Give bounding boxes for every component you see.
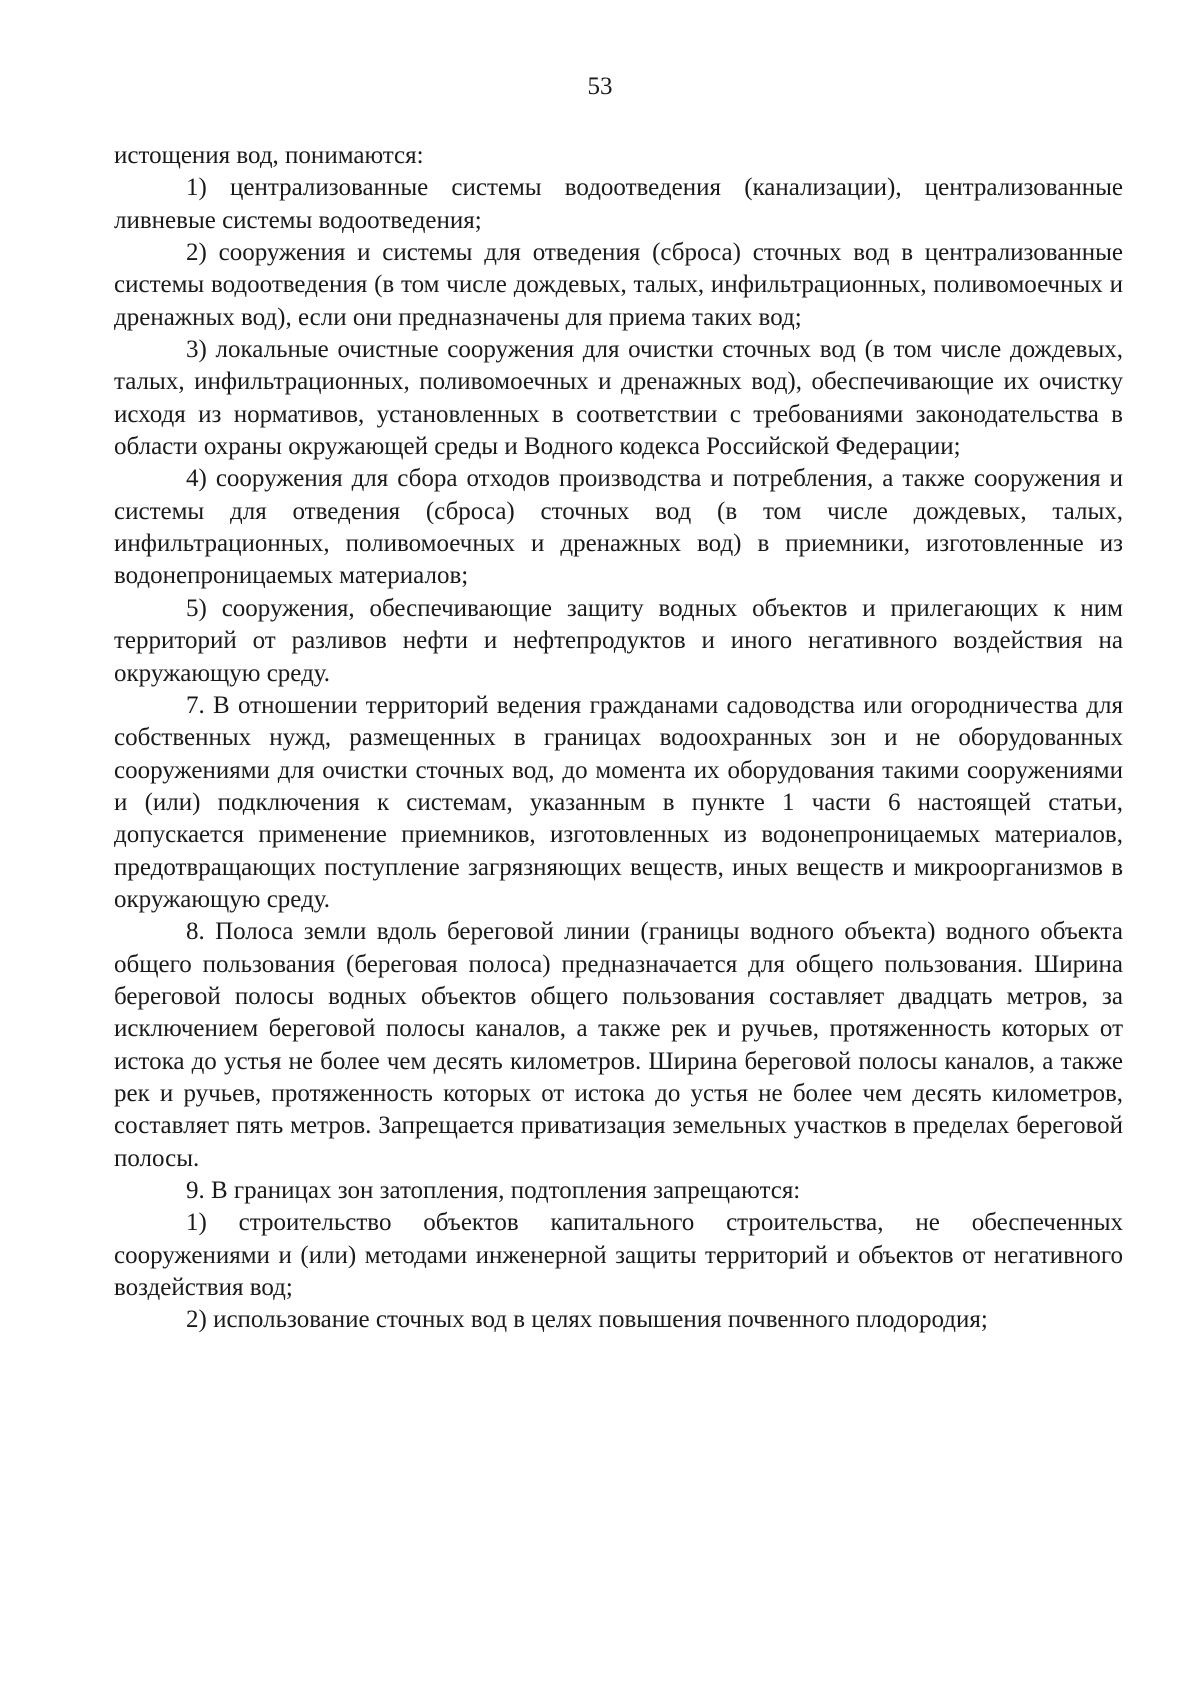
paragraph-item-2: 2) сооружения и системы для отведения (сброса) сточных вод в централизованные системы водоотведения (в том числе дождевых, талых, инфильтрационных, поливомоечных и дренажных вод), если они предназначены для приема таких вод; (114, 239, 1123, 331)
paragraph-section-7: 7. В отношении территорий ведения гражданами садоводства или огородничества для собственных нужд, размещенных в границах водоохранных зон и не оборудованных сооружениями для очистки сточных вод, до момента их оборудования такими сооружениями и (или) подключения к системам, указанным в пункте 1 части 6 настоящей статьи, допускается применение приемников, изготовленных из водонепроницаемых материалов, предотвращающих поступление загрязняющих веществ, иных веществ и микроорганизмов в окружающую среду. (114, 691, 1123, 913)
paragraph-item-1: 1) централизованные системы водоотведения (канализации), централизованные ливневые системы водоотведения; (114, 174, 1123, 234)
document-body (114, 140, 1123, 1337)
paragraph-continuation: истощения вод, понимаются: (114, 142, 424, 169)
paragraph-item-4: 4) сооружения для сбора отходов производства и потребления, а также сооружения и системы для отведения (сброса) сточных вод (в том числе дождевых, талых, инфильтрационных, поливомоечных и дренажных вод) в приемники, изготовленные из водонепроницаемых материалов; (114, 465, 1123, 590)
paragraph-section-9-item-1: 1) строительство объектов капитального строительства, не обеспеченных сооружениями и (или) методами инженерной защиты территорий и объектов от негативного воздействия вод; (114, 1209, 1123, 1302)
paragraph-item-5: 5) сооружения, обеспечивающие защиту водных объектов и прилегающих к ним территорий от разливов нефти и нефтепродуктов и иного негативного воздействия на окружающую среду. (114, 594, 1123, 687)
paragraph-section-8: 8. Полоса земли вдоль береговой линии (границы водного объекта) водного объекта общего пользования (береговая полоса) предназначается для общего пользования. Ширина береговой полосы водных объектов общего пользования составляет двадцать метров, за исключением береговой полосы каналов, а также рек и ручьев, протяженность которых от истока до устья не более чем десять километров. Ширина береговой полосы каналов, а также рек и ручьев, протяженность которых от истока до устья не более чем десять километров, составляет пять метров. Запрещается приватизация земельных участков в пределах береговой полосы. (114, 918, 1123, 1172)
paragraph-item-3: 3) локальные очистные сооружения для очистки сточных вод (в том числе дождевых, талых, инфильтрационных, поливомоечных и дренажных вод), обеспечивающие их очистку исходя из нормативов, установленных в соответствии с требованиями законодательства в области охраны окружающей среды и Водного кодекса Российской Федерации; (114, 336, 1123, 461)
page-number: 53 (587, 73, 613, 100)
paragraph-section-9-item-2: 2) использование сточных вод в целях повышения почвенного плодородия; (186, 1306, 988, 1334)
paragraph-section-9: 9. В границах зон затопления, подтопления запрещаются: (186, 1177, 801, 1204)
